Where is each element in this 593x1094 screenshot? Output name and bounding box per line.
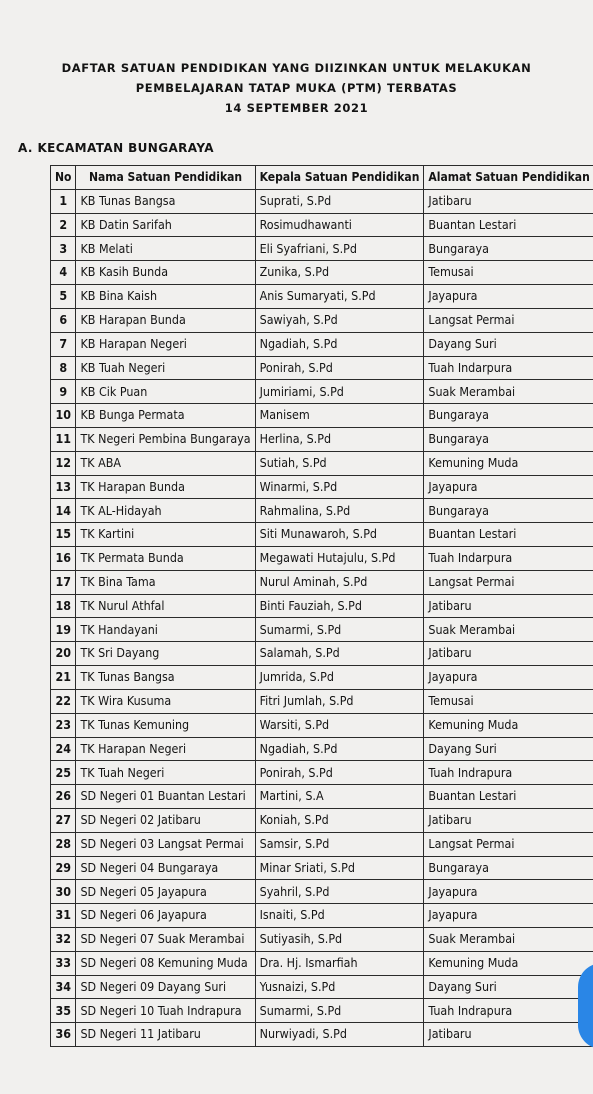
cell-no: 30 bbox=[51, 880, 76, 904]
cell-no: 16 bbox=[51, 547, 76, 571]
cell-address: Bungaraya bbox=[424, 237, 593, 261]
document-title-line-1: DAFTAR SATUAN PENDIDIKAN YANG DIIZINKAN UNTUK MELAKUKAN bbox=[61, 61, 532, 75]
table-row bbox=[51, 761, 593, 785]
cell-principal: Minar Sriati, S.Pd bbox=[255, 856, 424, 880]
cell-school-name: KB Tuah Negeri bbox=[76, 356, 255, 380]
cell-address: Temusai bbox=[424, 261, 593, 285]
table-header-row bbox=[51, 166, 593, 190]
cell-address: Jayapura bbox=[424, 904, 593, 928]
cell-principal: Ngadiah, S.Pd bbox=[255, 332, 424, 356]
cell-school-name: KB Datin Sarifah bbox=[76, 213, 255, 237]
cell-school-name: KB Kasih Bunda bbox=[76, 261, 255, 285]
cell-principal: Jumiriami, S.Pd bbox=[255, 380, 424, 404]
cell-school-name: TK Nurul Athfal bbox=[76, 594, 255, 618]
cell-no: 18 bbox=[51, 594, 76, 618]
cell-address: Kemuning Muda bbox=[424, 713, 593, 737]
cell-principal: Isnaiti, S.Pd bbox=[255, 904, 424, 928]
column-header-no: No bbox=[51, 166, 76, 190]
cell-address: Buantan Lestari bbox=[424, 523, 593, 547]
cell-school-name: SD Negeri 07 Suak Merambai bbox=[76, 928, 255, 952]
cell-address: Jayapura bbox=[424, 475, 593, 499]
cell-no: 24 bbox=[51, 737, 76, 761]
cell-school-name: TK Harapan Negeri bbox=[76, 737, 255, 761]
cell-school-name: TK Harapan Bunda bbox=[76, 475, 255, 499]
cell-school-name: SD Negeri 02 Jatibaru bbox=[76, 808, 255, 832]
cell-school-name: TK Permata Bunda bbox=[76, 547, 255, 571]
table-row bbox=[51, 737, 593, 761]
table-row bbox=[51, 808, 593, 832]
cell-school-name: TK Bina Tama bbox=[76, 570, 255, 594]
cell-school-name: TK Negeri Pembina Bungaraya bbox=[76, 427, 255, 451]
cell-principal: Binti Fauziah, S.Pd bbox=[255, 594, 424, 618]
cell-principal: Eli Syafriani, S.Pd bbox=[255, 237, 424, 261]
cell-principal: Ponirah, S.Pd bbox=[255, 761, 424, 785]
cell-no: 29 bbox=[51, 856, 76, 880]
cell-principal: Sumarmi, S.Pd bbox=[255, 618, 424, 642]
cell-principal: Koniah, S.Pd bbox=[255, 808, 424, 832]
cell-principal: Siti Munawaroh, S.Pd bbox=[255, 523, 424, 547]
table-row bbox=[51, 975, 593, 999]
cell-principal: Warsiti, S.Pd bbox=[255, 713, 424, 737]
cell-school-name: SD Negeri 11 Jatibaru bbox=[76, 1023, 255, 1047]
table-row bbox=[51, 856, 593, 880]
cell-address: Langsat Permai bbox=[424, 570, 593, 594]
table-row bbox=[51, 451, 593, 475]
cell-school-name: TK Tunas Kemuning bbox=[76, 713, 255, 737]
column-header-school-name: Nama Satuan Pendidikan bbox=[76, 166, 255, 190]
cell-principal: Jumrida, S.Pd bbox=[255, 666, 424, 690]
cell-address: Tuah Indrapura bbox=[424, 761, 593, 785]
cell-no: 32 bbox=[51, 928, 76, 952]
cell-address: Dayang Suri bbox=[424, 332, 593, 356]
cell-address: Langsat Permai bbox=[424, 308, 593, 332]
cell-address: Jatibaru bbox=[424, 642, 593, 666]
cell-principal: Salamah, S.Pd bbox=[255, 642, 424, 666]
cell-no: 35 bbox=[51, 999, 76, 1023]
cell-address: Jayapura bbox=[424, 666, 593, 690]
cell-principal: Ponirah, S.Pd bbox=[255, 356, 424, 380]
cell-no: 14 bbox=[51, 499, 76, 523]
table-row bbox=[51, 285, 593, 309]
table-row bbox=[51, 213, 593, 237]
cell-no: 20 bbox=[51, 642, 76, 666]
cell-address: Bungaraya bbox=[424, 404, 593, 428]
cell-no: 36 bbox=[51, 1023, 76, 1047]
cell-no: 28 bbox=[51, 832, 76, 856]
table-row bbox=[51, 999, 593, 1023]
cell-school-name: SD Negeri 06 Jayapura bbox=[76, 904, 255, 928]
cell-principal: Yusnaizi, S.Pd bbox=[255, 975, 424, 999]
cell-address: Jayapura bbox=[424, 285, 593, 309]
cell-address: Tuah Indrapura bbox=[424, 999, 593, 1023]
cell-address: Tuah Indarpura bbox=[424, 356, 593, 380]
cell-no: 9 bbox=[51, 380, 76, 404]
column-header-principal: Kepala Satuan Pendidikan bbox=[255, 166, 424, 190]
table-row bbox=[51, 832, 593, 856]
cell-school-name: KB Melati bbox=[76, 237, 255, 261]
cell-principal: Sutiyasih, S.Pd bbox=[255, 928, 424, 952]
cell-no: 2 bbox=[51, 213, 76, 237]
table-row bbox=[51, 689, 593, 713]
table-body bbox=[51, 189, 593, 1046]
cell-school-name: SD Negeri 03 Langsat Permai bbox=[76, 832, 255, 856]
cell-school-name: TK Wira Kusuma bbox=[76, 689, 255, 713]
table-row bbox=[51, 951, 593, 975]
cell-principal: Winarmi, S.Pd bbox=[255, 475, 424, 499]
table-row bbox=[51, 308, 593, 332]
cell-no: 6 bbox=[51, 308, 76, 332]
cell-address: Tuah Indarpura bbox=[424, 547, 593, 571]
table-row bbox=[51, 618, 593, 642]
table-row bbox=[51, 523, 593, 547]
cell-address: Jatibaru bbox=[424, 594, 593, 618]
cell-principal: Syahril, S.Pd bbox=[255, 880, 424, 904]
table-row bbox=[51, 427, 593, 451]
cell-address: Bungaraya bbox=[424, 427, 593, 451]
document-title-line-2: PEMBELAJARAN TATAP MUKA (PTM) TERBATAS bbox=[135, 81, 458, 95]
table-row bbox=[51, 642, 593, 666]
cell-address: Kemuning Muda bbox=[424, 451, 593, 475]
cell-no: 11 bbox=[51, 427, 76, 451]
cell-address: Bungaraya bbox=[424, 856, 593, 880]
table-row bbox=[51, 189, 593, 213]
cell-school-name: KB Bina Kaish bbox=[76, 285, 255, 309]
cell-no: 7 bbox=[51, 332, 76, 356]
cell-principal: Rahmalina, S.Pd bbox=[255, 499, 424, 523]
cell-address: Bungaraya bbox=[424, 499, 593, 523]
table-row bbox=[51, 332, 593, 356]
table-row bbox=[51, 547, 593, 571]
cell-no: 34 bbox=[51, 975, 76, 999]
cell-principal: Nurul Aminah, S.Pd bbox=[255, 570, 424, 594]
cell-principal: Dra. Hj. Ismarfiah bbox=[255, 951, 424, 975]
cell-school-name: TK Sri Dayang bbox=[76, 642, 255, 666]
scroll-indicator[interactable] bbox=[578, 963, 593, 1049]
table-row bbox=[51, 237, 593, 261]
table-row bbox=[51, 570, 593, 594]
cell-school-name: KB Harapan Negeri bbox=[76, 332, 255, 356]
cell-address: Jatibaru bbox=[424, 1023, 593, 1047]
cell-address: Suak Merambai bbox=[424, 618, 593, 642]
cell-address: Dayang Suri bbox=[424, 737, 593, 761]
cell-school-name: KB Harapan Bunda bbox=[76, 308, 255, 332]
cell-no: 8 bbox=[51, 356, 76, 380]
table-row bbox=[51, 880, 593, 904]
cell-no: 12 bbox=[51, 451, 76, 475]
section-heading: A. KECAMATAN BUNGARAYA bbox=[18, 141, 214, 155]
cell-address: Suak Merambai bbox=[424, 380, 593, 404]
cell-address: Langsat Permai bbox=[424, 832, 593, 856]
table-row bbox=[51, 404, 593, 428]
table-row bbox=[51, 928, 593, 952]
cell-principal: Fitri Jumlah, S.Pd bbox=[255, 689, 424, 713]
cell-principal: Suprati, S.Pd bbox=[255, 189, 424, 213]
document-date: 14 SEPTEMBER 2021 bbox=[224, 101, 369, 115]
table-row bbox=[51, 380, 593, 404]
cell-principal: Manisem bbox=[255, 404, 424, 428]
cell-school-name: SD Negeri 01 Buantan Lestari bbox=[76, 785, 255, 809]
table-row bbox=[51, 785, 593, 809]
cell-school-name: SD Negeri 08 Kemuning Muda bbox=[76, 951, 255, 975]
cell-school-name: TK Handayani bbox=[76, 618, 255, 642]
cell-principal: Anis Sumaryati, S.Pd bbox=[255, 285, 424, 309]
cell-school-name: KB Tunas Bangsa bbox=[76, 189, 255, 213]
cell-no: 13 bbox=[51, 475, 76, 499]
cell-principal: Megawati Hutajulu, S.Pd bbox=[255, 547, 424, 571]
cell-school-name: TK ABA bbox=[76, 451, 255, 475]
column-header-address: Alamat Satuan Pendidikan bbox=[424, 166, 593, 190]
cell-no: 3 bbox=[51, 237, 76, 261]
cell-address: Jayapura bbox=[424, 880, 593, 904]
cell-no: 19 bbox=[51, 618, 76, 642]
cell-address: Buantan Lestari bbox=[424, 785, 593, 809]
cell-no: 10 bbox=[51, 404, 76, 428]
cell-principal: Ngadiah, S.Pd bbox=[255, 737, 424, 761]
cell-school-name: TK Tunas Bangsa bbox=[76, 666, 255, 690]
cell-principal: Martini, S.A bbox=[255, 785, 424, 809]
cell-no: 23 bbox=[51, 713, 76, 737]
cell-principal: Sumarmi, S.Pd bbox=[255, 999, 424, 1023]
cell-principal: Rosimudhawanti bbox=[255, 213, 424, 237]
cell-no: 26 bbox=[51, 785, 76, 809]
cell-no: 15 bbox=[51, 523, 76, 547]
table-row bbox=[51, 713, 593, 737]
table-row bbox=[51, 1023, 593, 1047]
cell-no: 25 bbox=[51, 761, 76, 785]
cell-school-name: KB Cik Puan bbox=[76, 380, 255, 404]
table-row bbox=[51, 261, 593, 285]
cell-school-name: KB Bunga Permata bbox=[76, 404, 255, 428]
cell-no: 5 bbox=[51, 285, 76, 309]
cell-principal: Nurwiyadi, S.Pd bbox=[255, 1023, 424, 1047]
cell-school-name: SD Negeri 09 Dayang Suri bbox=[76, 975, 255, 999]
cell-address: Jatibaru bbox=[424, 808, 593, 832]
school-table bbox=[50, 165, 593, 1047]
cell-school-name: SD Negeri 05 Jayapura bbox=[76, 880, 255, 904]
cell-school-name: TK Kartini bbox=[76, 523, 255, 547]
cell-principal: Zunika, S.Pd bbox=[255, 261, 424, 285]
cell-no: 21 bbox=[51, 666, 76, 690]
table-row bbox=[51, 499, 593, 523]
cell-address: Buantan Lestari bbox=[424, 213, 593, 237]
cell-no: 33 bbox=[51, 951, 76, 975]
cell-school-name: TK AL-Hidayah bbox=[76, 499, 255, 523]
cell-principal: Sutiah, S.Pd bbox=[255, 451, 424, 475]
cell-principal: Herlina, S.Pd bbox=[255, 427, 424, 451]
table-row bbox=[51, 594, 593, 618]
cell-address: Dayang Suri bbox=[424, 975, 593, 999]
cell-no: 22 bbox=[51, 689, 76, 713]
cell-no: 1 bbox=[51, 189, 76, 213]
cell-address: Jatibaru bbox=[424, 189, 593, 213]
table-row bbox=[51, 356, 593, 380]
cell-school-name: TK Tuah Negeri bbox=[76, 761, 255, 785]
cell-no: 31 bbox=[51, 904, 76, 928]
table-row bbox=[51, 904, 593, 928]
cell-school-name: SD Negeri 04 Bungaraya bbox=[76, 856, 255, 880]
cell-no: 4 bbox=[51, 261, 76, 285]
cell-no: 17 bbox=[51, 570, 76, 594]
cell-principal: Sawiyah, S.Pd bbox=[255, 308, 424, 332]
cell-no: 27 bbox=[51, 808, 76, 832]
cell-school-name: SD Negeri 10 Tuah Indrapura bbox=[76, 999, 255, 1023]
cell-principal: Samsir, S.Pd bbox=[255, 832, 424, 856]
table-row bbox=[51, 475, 593, 499]
cell-address: Suak Merambai bbox=[424, 928, 593, 952]
table-row bbox=[51, 666, 593, 690]
cell-address: Kemuning Muda bbox=[424, 951, 593, 975]
cell-address: Temusai bbox=[424, 689, 593, 713]
